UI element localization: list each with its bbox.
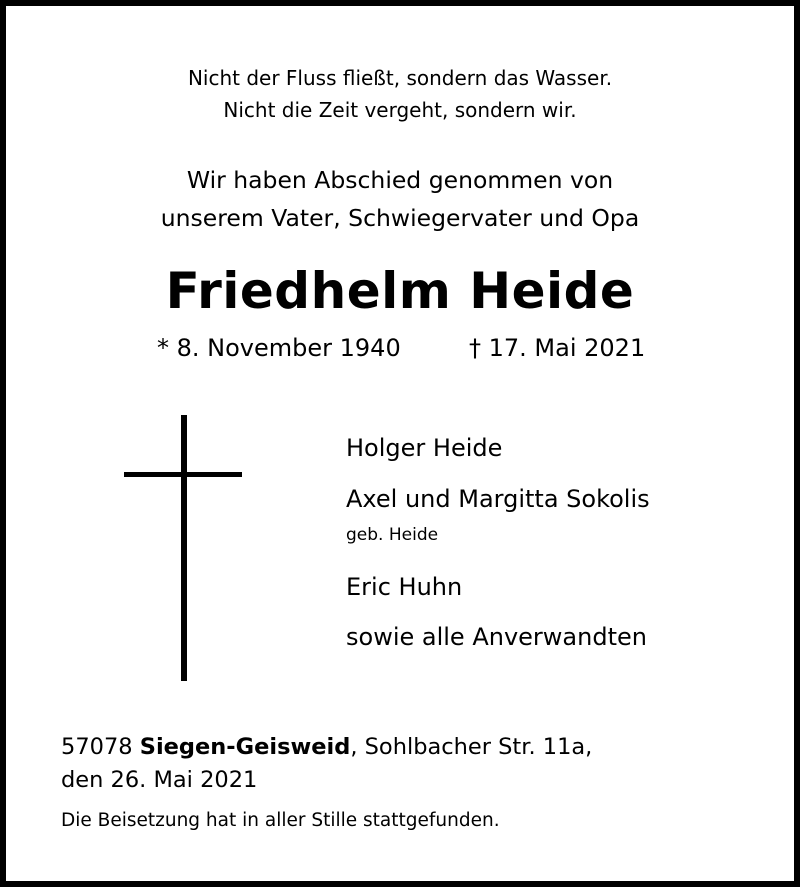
cross-horizontal-bar xyxy=(124,472,242,477)
cross-vertical-bar xyxy=(181,415,187,681)
death-date: † 17. Mai 2021 xyxy=(469,334,646,362)
mourner-name: Eric Huhn xyxy=(346,573,463,601)
intro-line-1: Wir haben Abschied genommen von xyxy=(186,166,614,194)
address-line xyxy=(61,731,592,763)
intro-line-2: unserem Vater, Schwiegervater und Opa xyxy=(160,204,640,232)
mourner-name: Axel und Margitta Sokolis xyxy=(346,485,650,513)
quote xyxy=(6,62,794,126)
quote-line-2: Nicht die Zeit vergeht, sondern wir. xyxy=(223,98,577,122)
mourner-name: sowie alle Anverwandten xyxy=(346,623,647,651)
address-postcode: 57078 xyxy=(61,734,133,760)
quote-line-1: Nicht der Fluss fließt, sondern das Wasser. xyxy=(187,66,613,90)
address-city: Siegen-Geisweid xyxy=(139,734,351,760)
burial-note: Die Beisetzung hat in aller Stille stattgefunden. xyxy=(61,810,500,831)
mourner-maiden-name: geb. Heide xyxy=(346,525,439,545)
intro-text xyxy=(6,161,794,237)
mourner-name: Holger Heide xyxy=(346,434,503,462)
deceased-name: Friedhelm Heide xyxy=(165,262,635,320)
birth-date: * 8. November 1940 xyxy=(157,334,401,362)
address-date: den 26. Mai 2021 xyxy=(61,767,258,793)
address-street: , Sohlbacher Str. 11a, xyxy=(350,734,593,760)
